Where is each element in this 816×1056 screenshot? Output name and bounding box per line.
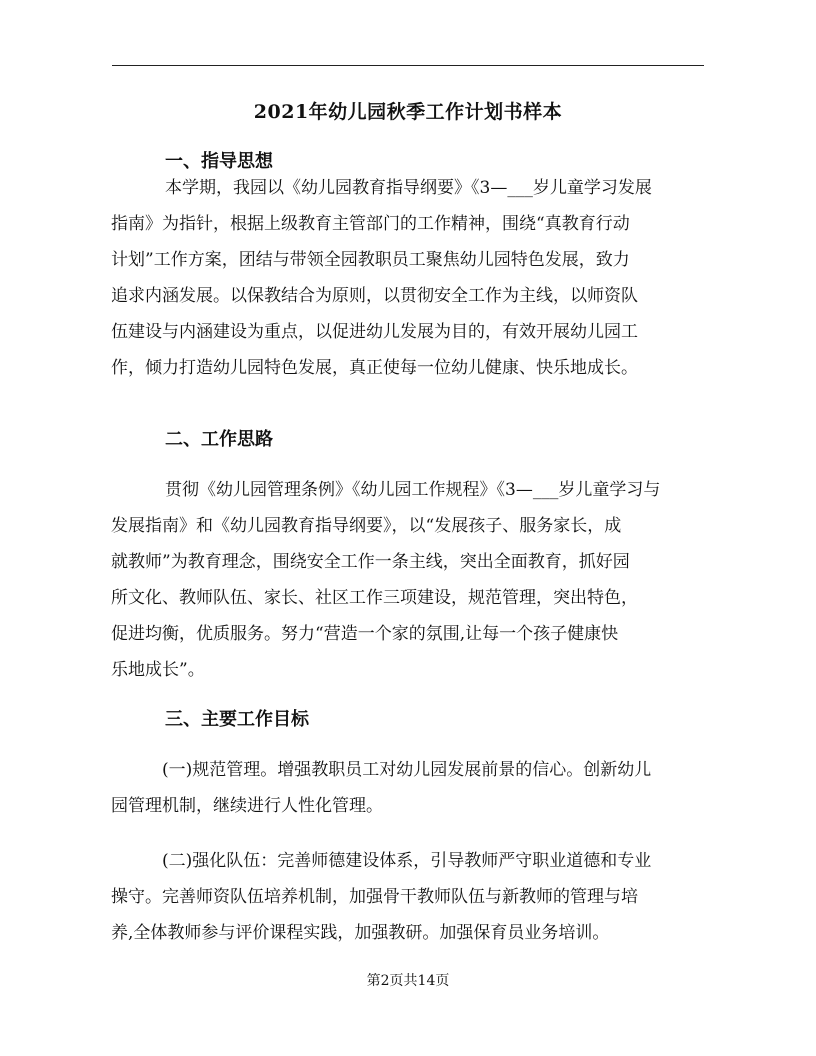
header-rule: [112, 65, 704, 66]
paragraph-line: 园管理机制，继续进行人性化管理。: [111, 796, 383, 816]
paragraph-line: 促进均衡，优质服务。努力“营造一个家的氛围,让每一个孩子健康快: [111, 624, 619, 644]
paragraph-goal-team: [111, 843, 702, 951]
paragraph-line: 操守。完善师资队伍培养机制，加强骨干教师队伍与新教师的管理与培: [111, 887, 638, 907]
paragraph-line: 伍建设与内涵建设为重点，以促进幼儿发展为目的，有效开展幼儿园工: [111, 322, 638, 342]
paragraph-line: 发展指南》和《幼儿园教育指导纲要》，以“发展孩子、服务家长，成: [111, 516, 622, 536]
section-heading-main-goals: 三、主要工作目标: [165, 709, 309, 730]
paragraph-line: 本学期，我园以《幼儿园教育指导纲要》《3—___岁儿童学习发展: [165, 178, 652, 198]
paragraph-line: 就教师”为教育理念，围绕安全工作一条主线，突出全面教育，抓好园: [111, 552, 630, 572]
paragraph-line: 追求内涵发展。以保教结合为原则，以贯彻安全工作为主线，以师资队: [111, 286, 638, 306]
page-footer: 第2页共14页: [366, 973, 450, 989]
paragraph-line: 养,全体教师参与评价课程实践，加强教研。加强保育员业务培训。: [111, 923, 610, 943]
paragraph-line: 作，倾力打造幼儿园特色发展，真正使每一位幼儿健康、快乐地成长。: [111, 358, 638, 378]
paragraph-line: 计划”工作方案，团结与带领全园教职员工聚焦幼儿园特色发展，致力: [111, 250, 630, 270]
paragraph-line: (二)强化队伍：完善师德建设体系，引导教师严守职业道德和专业: [162, 851, 652, 871]
paragraph-work-approach: [111, 472, 705, 688]
paragraph-line: 指南》为指针，根据上级教育主管部门的工作精神，围绕“真教育行动: [111, 214, 630, 234]
paragraph-line: (一)规范管理。增强教职员工对幼儿园发展前景的信心。创新幼儿: [162, 760, 652, 780]
paragraph-line: 所文化、教师队伍、家长、社区工作三项建设，规范管理，突出特色，: [111, 588, 638, 608]
section-heading-work-approach: 二、工作思路: [165, 429, 273, 450]
section-heading-guiding-ideology: 一、指导思想: [165, 151, 273, 172]
document-title: 2021年幼儿园秋季工作计划书样本: [253, 101, 563, 123]
paragraph-line: 乐地成长”。: [111, 660, 205, 680]
paragraph-line: 贯彻《幼儿园管理条例》《幼儿园工作规程》《3—___岁儿童学习与: [165, 480, 661, 500]
paragraph-goal-management: [111, 752, 702, 824]
paragraph-guiding-ideology: [111, 170, 705, 386]
